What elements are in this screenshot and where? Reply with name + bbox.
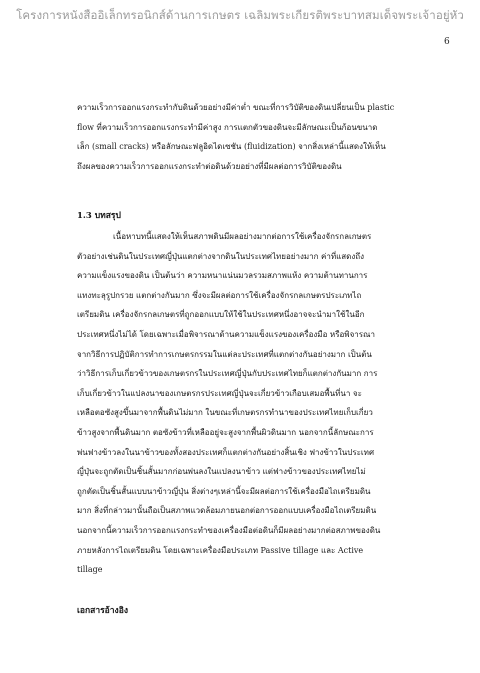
text-line: ข้าวสูงจากพื้นดินมาก ตอซังข้าวที่เหลืออยู่จะสูงจากพื้นผิวดินมาก นอกจากนี้ลักษณะการ	[77, 427, 374, 437]
text-line: ตัวอย่างเช่นดินในประเทศญี่ปุ่นแตกต่างจากดินในประเทศไทยอย่างมาก ค่าที่แสดงถึง	[77, 251, 365, 261]
text-line: แทงทะลุรูปกรวย แตกต่างกันมาก ซึ่งจะมีผลต่อการใช้เครื่องจักรกลเกษตรประเภทไถ	[77, 290, 362, 300]
text-line: นอกจากนี้ความเร็วการออกแรงกระทำของเครื่องมือต่อดินก็มีผลอย่างมากต่อสภาพของดิน	[77, 525, 381, 535]
text-line: มาก สิ่งที่กล่าวมานั้นถือเป็นสภาพแวดล้อมภายนอกต่อการออกแบบเครื่องมือไถเตรียมดิน	[77, 506, 377, 516]
text-line: flow ที่ความเร็วการออกแรงกระทำมีค่าสูง การแตกตัวของดินจะมีลักษณะเป็นก้อนขนาด	[77, 122, 378, 132]
text-line: เล็ก (small cracks) หรือลักษณะฟลูอิดไดเซชัน (fluidization) จากสิ่งเหล่านี้แสดงให้เห็น	[77, 142, 386, 152]
text-line: ความแข็งแรงของดิน เป็นต้นว่า ความหนาแน่นมวลรวมสภาพแห้ง ความต้านทานการ	[77, 271, 368, 281]
text-line: เนื้อหาบทนี้แสดงให้เห็นสภาพดินมีผลอย่างมากต่อการใช้เครื่องจักรกลเกษตร	[113, 232, 372, 241]
text-line: จากวิธีการปฏิบัติการทำการเกษตรกรรมในแต่ละประเทศที่แตกต่างกันอย่างมาก เป็นต้น	[77, 349, 372, 359]
text-line: เหลือตอซังสูงขึ้นมาจากพื้นดินไม่มาก ในขณะที่เกษตรกรทำนาของประเทศไทยเก็บเกี่ยว	[77, 408, 373, 418]
text-line: ความเร็วการออกแรงกระทำกับดินด้วยอย่างมีค่าต่ำ ขณะที่การวิบัติของดินเปลี่ยนเป็น plastic	[77, 103, 395, 112]
references-heading: เอกสารอ้างอิง	[77, 606, 128, 616]
text-line: ญี่ปุ่นจะถูกตัดเป็นชิ้นสั้นมากก่อนพ่นลงในแปลงนาข้าว แต่ฟางข้าวของประเทศไทยไม่	[77, 467, 366, 477]
text-line: ถูกตัดเป็นชิ้นสั้นแบบนาข้าวญี่ปุ่น สิ่งต่างๆเหล่านี้จะมีผลต่อการใช้เครื่องมือไถเตรียมดิน	[77, 486, 371, 496]
text-line: ว่าวิธีการเก็บเกี่ยวข้าวของเกษตรกรในประเทศญี่ปุ่นกับประเทศไทยก็แตกต่างกันมาก การ	[77, 369, 378, 379]
text-line: ประเทศหนึ่งไม่ได้ โดยเฉพาะเมื่อพิจารณาด้านความแข็งแรงของเครื่องมือ หรือพิจารณา	[77, 329, 375, 339]
text-line: เก็บเกี่ยวข้าวในแปลงนาของเกษตรกรประเทศญี่ปุ่นจะเกี่ยวข้าวเกือบเสมอพื้นที่นา จะ	[77, 388, 362, 398]
text-line: เตรียมดิน เครื่องจักรกลเกษตรที่ถูกออกแบบให้ใช้ในประเทศหนึ่งอาจจะนำมาใช้ในอีก	[77, 310, 365, 320]
page-number: 6	[444, 37, 450, 47]
text-line: tillage	[77, 565, 103, 575]
section-heading-conclusion: 1.3 บทสรุป	[77, 211, 121, 221]
text-line: ถึงผลของความเร็วการออกแรงกระทำต่อดินด้วยอย่างที่มีผลต่อการวิบัติของดิน	[77, 161, 342, 171]
conclusion-paragraph	[77, 227, 427, 580]
text-line: พ่นฟางข้าวลงในนาข้าวของทั้งสองประเทศก็แตกต่างกันอย่างสิ้นเชิง ฟางข้าวในประเทศ	[77, 447, 375, 457]
text-line: ภายหลังการไถเตรียมดิน โดยเฉพาะเครื่องมือประเภท Passive tillage และ Active	[77, 545, 364, 555]
book-project-header: โครงการหนังสืออิเล็กทรอนิกส์ด้านการเกษตร เฉลิมพระเกียรติพระบาทสมเด็จพระเจ้าอยู่หัว	[16, 8, 464, 22]
intro-paragraph	[77, 98, 427, 176]
